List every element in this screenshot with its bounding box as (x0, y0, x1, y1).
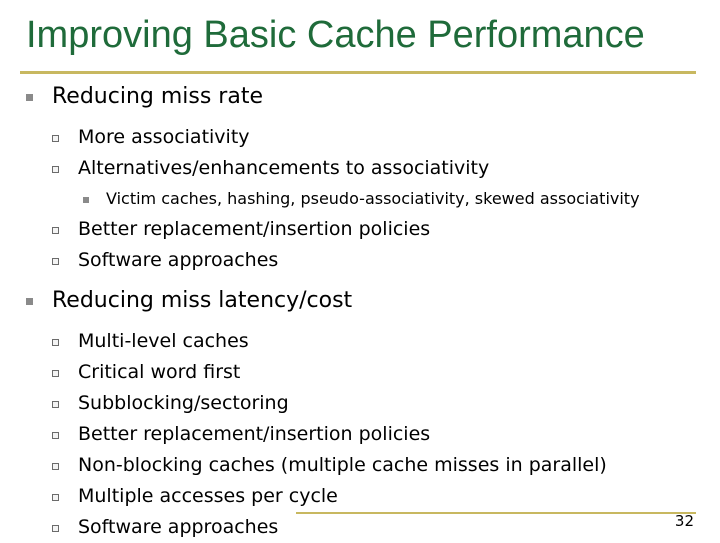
list-item (26, 357, 706, 388)
list-item-text: Alternatives/enhancements to associativity (78, 157, 490, 179)
hollow-square-bullet-icon (52, 432, 59, 439)
list-item-text: Software approaches (78, 516, 279, 538)
list-item-text: Multiple accesses per cycle (78, 485, 338, 507)
sub-list-item-text: Victim caches, hashing, pseudo-associativity, skewed associativity (106, 189, 640, 208)
footer-rule (296, 512, 696, 514)
hollow-square-bullet-icon (52, 463, 59, 470)
small-square-bullet-icon (83, 197, 89, 203)
list-item (26, 512, 706, 543)
list-item (26, 419, 706, 450)
list-item-text: Better replacement/insertion policies (78, 423, 431, 445)
list-item (26, 122, 706, 153)
list-item (26, 326, 706, 357)
slide-title: Improving Basic Cache Performance (26, 14, 645, 56)
list-item (26, 245, 706, 276)
list-item-text: Non-blocking caches (multiple cache misses in parallel) (78, 454, 607, 476)
hollow-square-bullet-icon (52, 227, 59, 234)
section-heading (26, 286, 706, 316)
sub-list-item (26, 184, 706, 214)
list-item (26, 481, 706, 512)
hollow-square-bullet-icon (52, 258, 59, 265)
hollow-square-bullet-icon (52, 339, 59, 346)
hollow-square-bullet-icon (52, 494, 59, 501)
hollow-square-bullet-icon (52, 401, 59, 408)
list-item (26, 214, 706, 245)
list-item (26, 450, 706, 481)
hollow-square-bullet-icon (52, 166, 59, 173)
list-item-text: More associativity (78, 126, 250, 148)
square-bullet-icon (26, 298, 33, 305)
hollow-square-bullet-icon (52, 135, 59, 142)
list-item-text: Software approaches (78, 249, 279, 271)
hollow-square-bullet-icon (52, 370, 59, 377)
section-heading-text: Reducing miss latency/cost (52, 288, 353, 313)
section-heading-text: Reducing miss rate (52, 84, 263, 109)
hollow-square-bullet-icon (52, 525, 59, 532)
page-number: 32 (674, 512, 694, 530)
list-item-text: Multi-level caches (78, 330, 249, 352)
slide-content (26, 70, 706, 543)
list-item-text: Critical word first (78, 361, 241, 383)
list-item-text: Better replacement/insertion policies (78, 218, 431, 240)
square-bullet-icon (26, 94, 33, 101)
section-heading (26, 82, 706, 112)
list-item (26, 153, 706, 184)
list-item (26, 388, 706, 419)
list-item-text: Subblocking/sectoring (78, 392, 289, 414)
